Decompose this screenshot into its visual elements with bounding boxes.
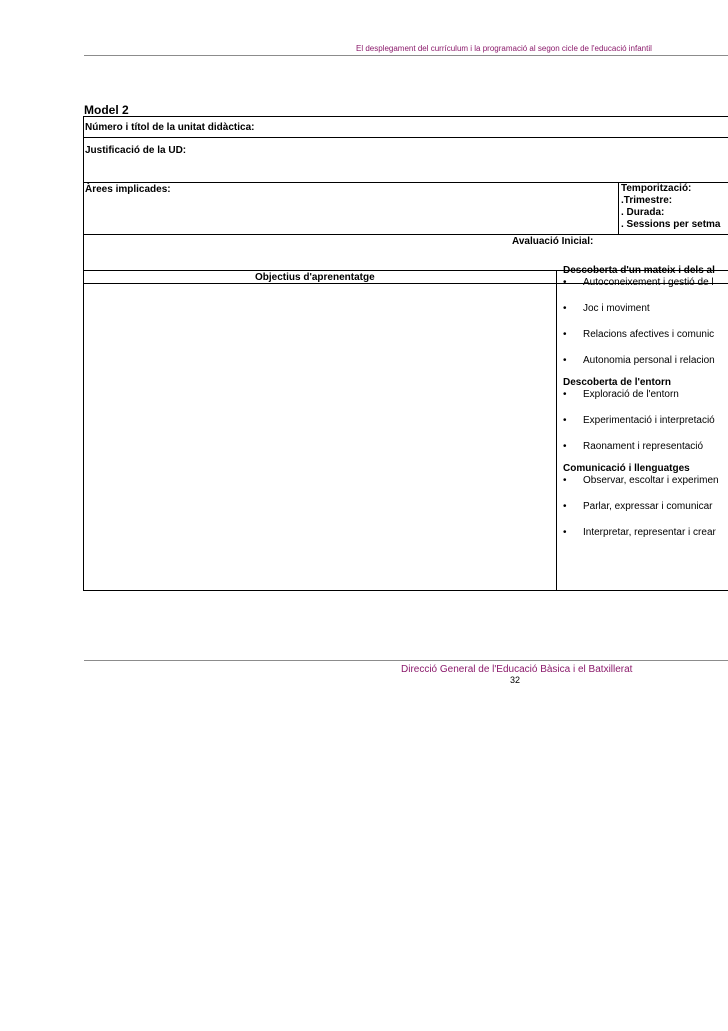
bullet-icon: • (563, 527, 567, 538)
bullet-icon: • (563, 355, 567, 366)
bullet-icon: • (563, 303, 567, 314)
area-title: Descoberta de l'entorn (563, 377, 671, 388)
list-item: • Joc i moviment (563, 303, 650, 314)
list-item: • Relacions afectives i comunic (563, 329, 715, 340)
bullet-icon: • (563, 389, 567, 400)
initial-assessment-label: Avaluació Inicial: (512, 236, 594, 247)
areas-label: Àrees implicades: (85, 184, 171, 195)
list-item: • Raonament i representació (563, 441, 704, 452)
competency-areas (563, 265, 728, 549)
unit-title-label: Número i títol de la unitat didàctica: (85, 122, 255, 133)
list-item: • Observar, escoltar i experimen (563, 475, 719, 486)
running-header: El desplegament del currículum i la programació al segon cicle de l'educació infantil (356, 44, 652, 53)
bullet-icon: • (563, 415, 567, 426)
model-title: Model 2 (84, 103, 129, 117)
header-rule (84, 55, 728, 56)
list-item: • Exploració de l'entorn (563, 389, 679, 400)
area-self-discovery (563, 265, 728, 367)
area-communication (563, 463, 728, 539)
area-environment (563, 377, 728, 453)
page-number: 32 (510, 675, 521, 685)
list-item: • Experimentació i interpretació (563, 415, 715, 426)
row-divider (84, 234, 728, 235)
footer-rule (84, 660, 728, 661)
column-divider (618, 182, 619, 234)
list-item: • Autoconeixement i gestió de l (563, 277, 714, 288)
bullet-icon: • (563, 329, 567, 340)
footer-text: Direcció General de l'Educació Bàsica i el Batxillerat (401, 664, 633, 675)
bullet-icon: • (563, 475, 567, 486)
objectives-label: Objectius d'aprenentatge (255, 272, 375, 283)
timing-title: Temporització: (621, 183, 692, 194)
planning-form-table (83, 116, 728, 591)
timing-duration: . Durada: (621, 207, 665, 218)
bullet-icon: • (563, 501, 567, 512)
area-title: Comunicació i llenguatges (563, 463, 690, 474)
row-divider (84, 137, 728, 138)
timing-sessions: . Sessions per setma (621, 219, 721, 230)
timing-term: .Trimestre: (621, 195, 673, 206)
bullet-icon: • (563, 441, 567, 452)
list-item: • Autonomia personal i relacion (563, 355, 715, 366)
bullet-icon: • (563, 277, 567, 288)
area-title: Descoberta d'un mateix i dels al (563, 265, 715, 276)
timing-block (621, 183, 721, 231)
list-item: • Parlar, expressar i comunicar (563, 501, 713, 512)
list-item: • Interpretar, representar i crear (563, 527, 716, 538)
column-divider (556, 270, 557, 591)
justification-label: Justificació de la UD: (85, 145, 187, 156)
